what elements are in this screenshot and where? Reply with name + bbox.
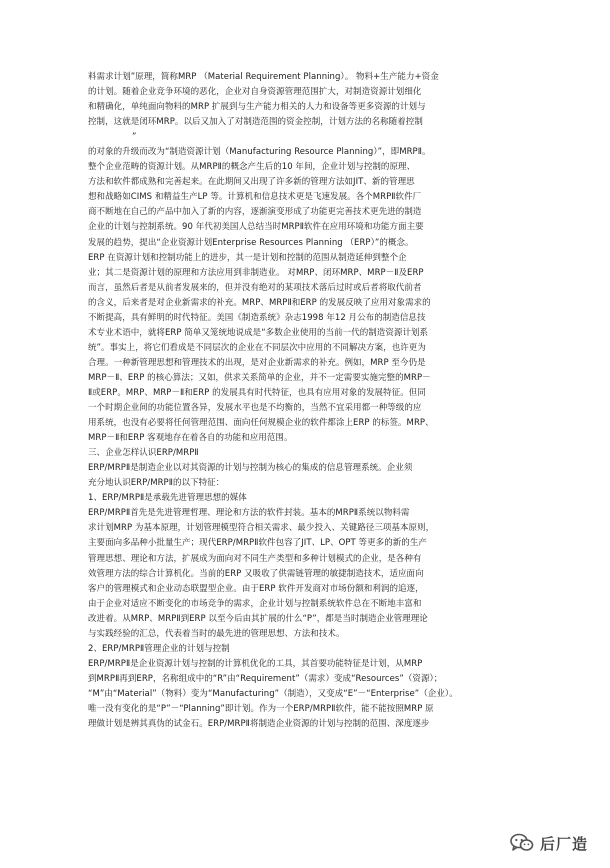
text-line: 求计划MRP 为基本原理，计划管理模型符合相关需求、最少投入、关键路径三项基本原则， (88, 523, 435, 534)
text-line: 方法和软件都成熟和完善起来。在此期间又出现了许多新的管理方法如JIT、新的管理思 (88, 177, 415, 188)
text-line: 不断提高，具有鲜明的时代特征。美国《制造系统》杂志1998 年12 月公布的制造信息技 (88, 312, 426, 323)
text-line: “M”由“Material”（物料）变为“Manufacturing”（制造），又变成“E”－“Enterprise”（企业）。 (88, 688, 458, 699)
text-line: MRP－Ⅱ、ERP 的核心算法；又如，供求关系简单的企业，并不一定需要实施完整的MRP－ (88, 372, 431, 383)
text-line: ERP/MRPⅡ首先是先进管理哲理、理论和方法的软件封装。基本的MRPⅡ系统以物料需 (88, 508, 410, 519)
text-line: 业；其二是资源计划的原理和方法应用到非制造业。 对MRP、闭环MRP、MRP－Ⅱ及ERP (88, 267, 424, 278)
text-line: 的对象的升级而改为“制造资源计划（Manufacturing Resource Planning）”，即MRPⅡ。 (88, 147, 431, 158)
text-line: 想和战略如CIMS 和精益生产LP 等。计算机和信息技术更是飞速发展。各个MRPⅡ软件厂 (88, 192, 422, 203)
text-line: 的计划。随着企业竞争环境的恶化，企业对自身资源管理范围扩大，对制造资源计划细化 (88, 87, 422, 98)
text-line: 与实践经验的汇总，代表着当时的最先进的管理思想、方法和技术。 (88, 628, 345, 639)
text-line: 1、ERP/MRPⅡ是承载先进管理思想的媒体 (88, 493, 247, 504)
text-line: 客户的管理模式和企业动态联盟型企业。由于ERP 软件开发商对市场份额和利润的追逐， (88, 583, 424, 594)
text-line: ERP/MRPⅡ是企业资源计划与控制的计算机优化的工具，其首要功能特征是计划，从MRP (88, 658, 423, 669)
text-line: 管理思想、理论和方法，扩展成为面向对不同生产类型和多种计划模式的企业，是各种有 (88, 553, 422, 564)
text-line: ” (132, 132, 137, 143)
document-body (88, 70, 528, 732)
text-line: 和精确化，单纯面向物料的MRP 扩展到与生产能力相关的人力和设备等更多资源的计划与 (88, 102, 426, 113)
text-line: 一个时期企业间的功能位置各异，发展水平也是不均衡的，当然不宜采用都一种等级的应 (88, 403, 422, 414)
text-line: 到MRPⅡ再到ERP，名称组成中的“R”由“Requirement”（需求）变成“Resources”（资源）； (88, 673, 443, 684)
text-line: 由于企业对适应不断变化的市场竞争的需求，企业计划与控制系统软件总在不断地丰富和 (88, 598, 422, 609)
text-line: 术专业术语中，就将ERP 简单又笼统地说成是“多数企业使用的当前一代的制造资源计划系 (88, 327, 429, 338)
text-line: 合理。一种新管理思想和管理技术的出现，是对企业新需求的补充。例如，MRP 至今仍是 (88, 357, 426, 368)
text-line: 用系统，也没有必要将任何管理范围、面向任何规模企业的软件都涂上ERP 的标签。MRP、 (88, 418, 434, 429)
text-line: 2、ERP/MRPⅡ管理企业的计划与控制 (88, 643, 230, 654)
text-line: MRP－Ⅱ和ERP 客观地存在着各自的功能和应用范围。 (88, 433, 293, 444)
watermark (510, 830, 588, 856)
text-line: 料需求计划”原理，简称MRP （Material Requirement Planning）。 物料+生产能力+资金 (88, 72, 439, 82)
wechat-icon (510, 833, 534, 853)
text-line: 而言，虽然后者是从前者发展来的，但并没有绝对的某项技术落后过时或后者将取代前者 (88, 282, 422, 293)
text-line: 的含义，后来者是对企业新需求的补充。MRP、MRPⅡ和ERP 的发展反映了应用对象需求的 (88, 297, 431, 308)
text-line: 效管理方法的综合计算机化。当前的ERP 又吸收了供需链管理的敏捷制造技术，适应面向 (88, 568, 424, 579)
text-line: 整个企业范畴的资源计划。从MRPⅡ的概念产生后的10 年间，企业计划与控制的原理、 (88, 162, 416, 173)
watermark-text: 后厂造 (539, 834, 588, 853)
text-line: 控制，这就是闭环MRP。以后又加入了对制造范围的资金控制，计划方法的名称随着控制 (88, 117, 423, 128)
text-line: 统”。事实上，将它们看成是不同层次的企业在不同层次中应用的不同解决方案，也许更为 (88, 342, 426, 353)
text-line: 商不断地在自己的产品中加入了新的内容，逐渐演变形成了功能更完善技术更先进的制造 (88, 207, 422, 218)
text-line: Ⅱ或ERP。MRP、MRP－Ⅱ和ERP 的发展具有时代特征，也具有应用对象的发展特征。但同 (88, 387, 426, 398)
text-line: 主要面向多品种小批量生产；现代ERP/MRPⅡ软件包容了JIT、LP、OPT 等更多的新的生产 (88, 538, 427, 549)
text-line: 理做计划是辨其真伪的试金石。ERP/MRPⅡ将制造企业资源的计划与控制的范围、深度逐步 (88, 719, 430, 730)
text-line: 三、企业怎样认识ERP/MRPⅡ (88, 448, 199, 459)
text-line: 发展的趋势，提出“企业资源计划Enterprise Resources Planning （ERP）”的概念。 (88, 237, 414, 248)
text-line: ERP/MRPⅡ是制造企业以对其资源的计划与控制为核心的集成的信息管理系统。企业须 (88, 463, 413, 474)
text-line: ERP 在资源计划和控制功能上的进步，其一是计划和控制的范围从制造延伸到整个企 (88, 252, 407, 263)
text-line: 企业的计划与控制系统。90 年代初美国人总结当时MRPⅡ软件在应用环境和功能方面主要 (88, 222, 424, 233)
text-line: 充分地认识ERP/MRPⅡ的以下特征： (88, 478, 225, 489)
text-line: 唯一没有变化的是“P”－“Planning”即计划。作为一个ERP/MRPⅡ软件，能不能按照MRP 原 (88, 703, 434, 714)
text-line: 改进着。从MRP、MRPⅡ到ERP 以至今后由其扩展的什么“P”，都是当时制造企业管理理论 (88, 613, 428, 624)
